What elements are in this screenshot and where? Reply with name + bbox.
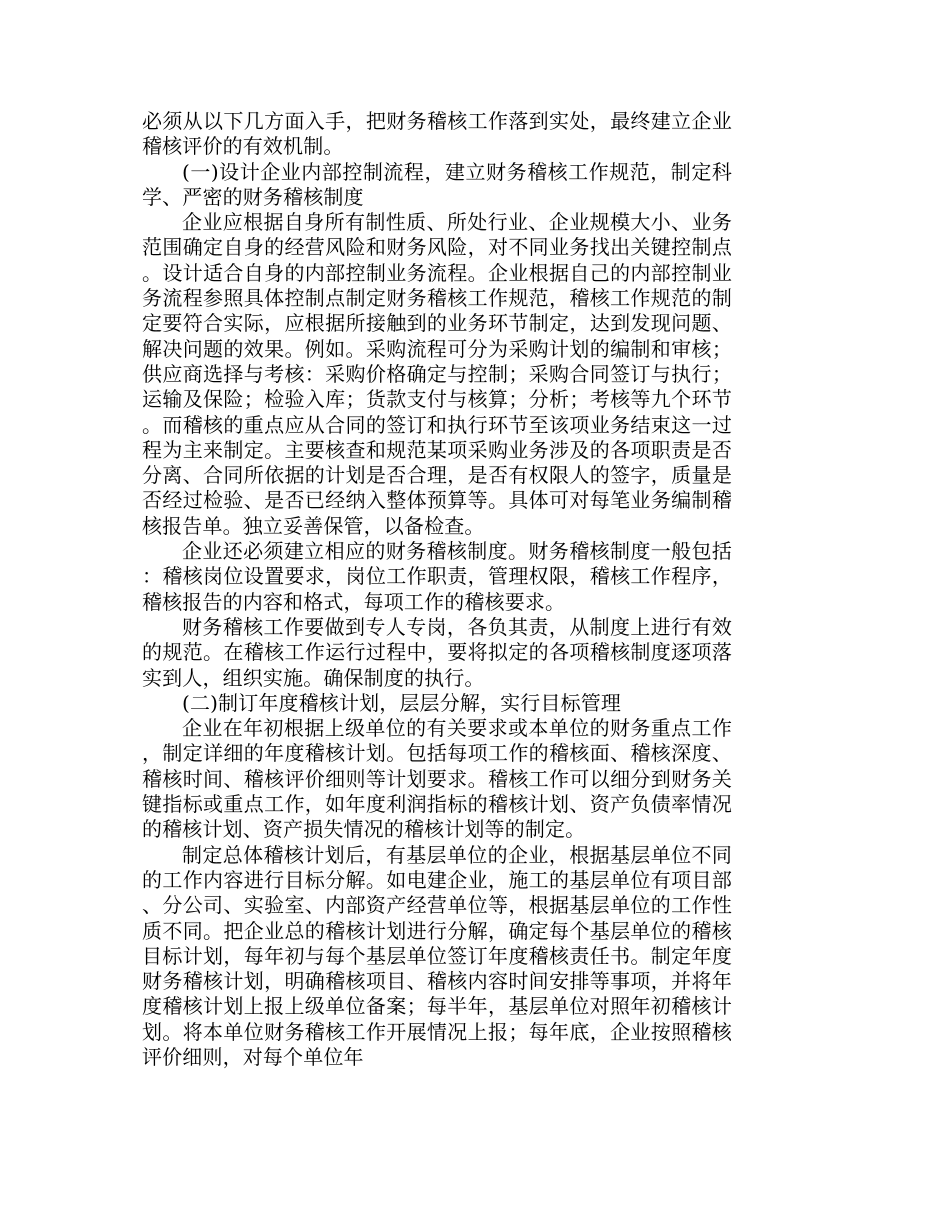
paragraph-audit-system: 企业还必须建立相应的财务稽核制度。财务稽核制度一般包括：稽核岗位设置要求，岗位工作职责，管理权限，稽核工作程序，稽核报告的内容和格式，每项工作的稽核要求。: [142, 539, 732, 614]
section-heading-1: (一)设计企业内部控制流程，建立财务稽核工作规范，制定科学、严密的财务稽核制度: [142, 159, 732, 209]
paragraph-intro: 必须从以下几方面入手，把财务稽核工作落到实处，最终建立企业稽核评价的有效机制。: [142, 109, 732, 159]
section-heading-2: (二)制订年度稽核计划，层层分解，实行目标管理: [182, 690, 622, 715]
document-page: [142, 109, 732, 1070]
paragraph-target-decomposition: 制定总体稽核计划后，有基层单位的企业，根据基层单位不同的工作内容进行目标分解。如电建企业，施工的基层单位有项目部、分公司、实验室、内部资产经营单位等，根据基层单位的工作性质不同。把企业总的稽核计划进行分解，确定每个基层单位的稽核目标计划，每年初与每个基层单位签订年度稽核责任书。制定年度财务稽核计划，明确稽核项目、稽核内容时间安排等事项，并将年度稽核计划上报上级单位备案；每半年，基层单位对照年初稽核计划。将本单位财务稽核工作开展情况上报；每年底，企业按照稽核评价细则，对每个单位年: [142, 842, 732, 1069]
paragraph-annual-plan: 企业在年初根据上级单位的有关要求或本单位的财务重点工作，制定详细的年度稽核计划。包括每项工作的稽核面、稽核深度、稽核时间、稽核评价细则等计划要求。稽核工作可以细分到财务关键指标或重点工作，如年度利润指标的稽核计划、资产负债率情况的稽核计划、资产损失情况的稽核计划等的制定。: [142, 716, 732, 842]
paragraph-internal-control: 企业应根据自身所有制性质、所处行业、企业规模大小、业务范围确定自身的经营风险和财务风险，对不同业务找出关键控制点。设计适合自身的内部控制业务流程。企业根据自己的内部控制业务流程参照具体控制点制定财务稽核工作规范，稽核工作规范的制定要符合实际，应根据所接触到的业务环节制定，达到发现问题、解决问题的效果。例如。采购流程可分为采购计划的编制和审核；供应商选择与考核：采购价格确定与控制；采购合同签订与执行；运输及保险；检验入库；货款支付与核算；分析；考核等九个环节。而稽核的重点应从合同的签订和执行环节至该项业务结束这一过程为主来制定。主要核查和规范某项采购业务涉及的各项职责是否分离、合同所依据的计划是否合理，是否有权限人的签字，质量是否经过检验、是否已经纳入整体预算等。具体可对每笔业务编制稽核报告单。独立妥善保管，以备检查。: [142, 210, 732, 538]
paragraph-dedicated-staff: 财务稽核工作要做到专人专岗，各负其责，从制度上进行有效的规范。在稽核工作运行过程中，要将拟定的各项稽核制度逐项落实到人，组织实施。确保制度的执行。: [142, 614, 732, 690]
